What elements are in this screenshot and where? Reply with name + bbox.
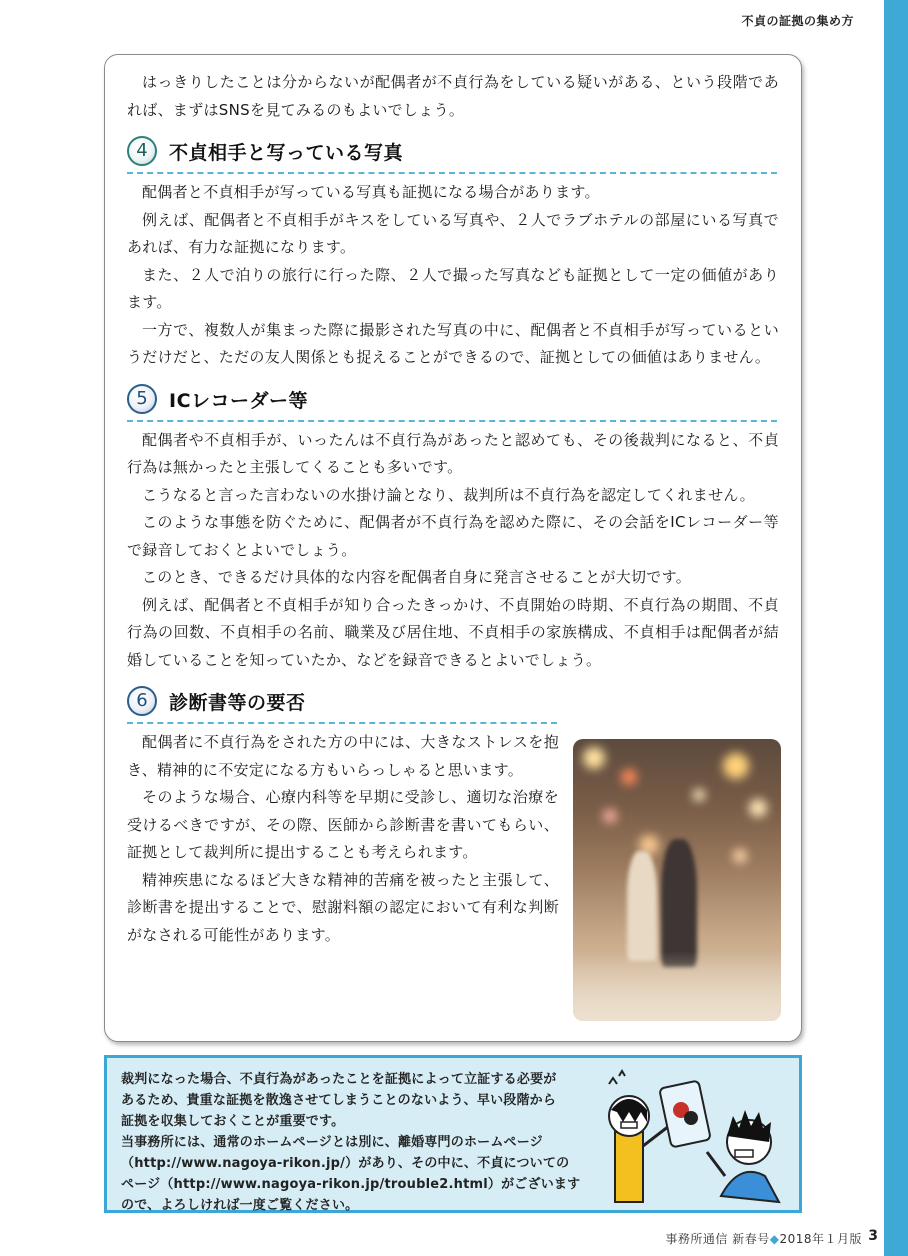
paragraph: このとき、できるだけ具体的な内容を配偶者自身に発言させることが大切です。 — [142, 568, 692, 586]
section-number-badge: 5 — [127, 384, 157, 414]
street-night-photo — [573, 739, 781, 1021]
diamond-icon: ◆ — [769, 1232, 780, 1246]
info-line: 証拠を収集しておくことが重要です。 — [121, 1114, 345, 1129]
paragraph: また、２人で泊りの旅行に行った際、２人で撮った写真なども証拠として一定の価値があります。 — [127, 265, 779, 311]
paragraph: 例えば、配偶者と不貞相手が知り合ったきっかけ、不貞開始の時期、不貞行為の期間、不貞行為の回数、不貞相手の名前、職業及び居住地、不貞相手の家族構成、不貞相手は配偶者が結婚していることを知っていたか、などを録音できるとよいでしょう。 — [127, 595, 779, 669]
paragraph: 精神疾患になるほど大きな精神的苦痛を被ったと主張して、診断書を提出することで、慰謝料額の認定において有利な判断がなされる可能性があります。 — [127, 870, 559, 944]
footer-publication — [665, 1230, 862, 1247]
info-line: 当事務所には、通常のホームページとは別に、離婚専門のホームページ — [121, 1135, 543, 1150]
paragraph: 例えば、配偶者と不貞相手がキスをしている写真や、２人でラブホテルの部屋にいる写真であれば、有力な証拠になります。 — [127, 210, 779, 256]
running-title: 不貞の証拠の集め方 — [741, 14, 854, 28]
section-5-heading — [127, 384, 777, 422]
section-6-body — [127, 729, 559, 949]
section-title: 不貞相手と写っている写真 — [169, 142, 404, 164]
page-number: 3 — [868, 1228, 878, 1244]
info-box — [104, 1055, 802, 1213]
info-line: ページ（http://www.nagoya-rikon.jp/trouble2.html）がございます — [121, 1177, 581, 1192]
info-line: あるため、貴重な証拠を散逸させてしまうことのないよう、早い段階から — [121, 1093, 557, 1108]
paragraph: 一方で、複数人が集まった際に撮影された写真の中に、配偶者と不貞相手が写っているというだけだと、ただの友人関係とも捉えることができるので、証拠としての価値はありません。 — [127, 320, 779, 366]
article-card — [104, 54, 802, 1042]
section-4-heading — [127, 136, 777, 174]
page-edge-bar — [884, 0, 908, 1256]
section-title: ICレコーダー等 — [169, 389, 309, 412]
info-line: （http://www.nagoya-rikon.jp/）があり、その中に、不貞についての — [121, 1156, 570, 1171]
paragraph: 配偶者と不貞相手が写っている写真も証拠になる場合があります。 — [142, 183, 600, 201]
info-line: 裁判になった場合、不貞行為があったことを証拠によって立証する必要が — [121, 1072, 557, 1087]
section-number-badge: 6 — [127, 686, 157, 716]
publication-name: 事務所通信 — [665, 1232, 728, 1246]
section-6-heading — [127, 686, 557, 724]
cartoon-couple-argument-icon — [589, 1066, 789, 1206]
issue-date: 2018年１月版 — [779, 1232, 862, 1246]
section-title: 診断書等の要否 — [169, 692, 306, 714]
paragraph: こうなると言った言わないの水掛け論となり、裁判所は不貞行為を認定してくれません。 — [142, 485, 755, 504]
paragraph: 配偶者や不貞相手が、いったんは不貞行為があったと認めても、その後裁判になると、不貞行為は無かったと主張してくることも多いです。 — [127, 430, 779, 476]
issue-name: 新春号 — [732, 1232, 770, 1246]
intro-paragraph: はっきりしたことは分からないが配偶者が不貞行為をしている疑いがある、という段階であれば、まずはSNSを見てみるのもよいでしょう。 — [127, 73, 779, 119]
paragraph: 配偶者に不貞行為をされた方の中には、大きなストレスを抱き、精神的に不安定になる方もいらっしゃると思います。 — [127, 733, 559, 779]
section-number-badge: 4 — [127, 136, 157, 166]
paragraph: このような事態を防ぐために、配偶者が不貞行為を認めた際に、その会話をICレコーダー等で録音しておくとよいでしょう。 — [127, 513, 779, 559]
paragraph: そのような場合、心療内科等を早期に受診し、適切な治療を受けるべきですが、その際、医師から診断書を書いてもらい、証拠として裁判所に提出することも考えられます。 — [127, 788, 559, 861]
info-line: ので、よろしければ一度ご覧ください。 — [121, 1198, 359, 1213]
